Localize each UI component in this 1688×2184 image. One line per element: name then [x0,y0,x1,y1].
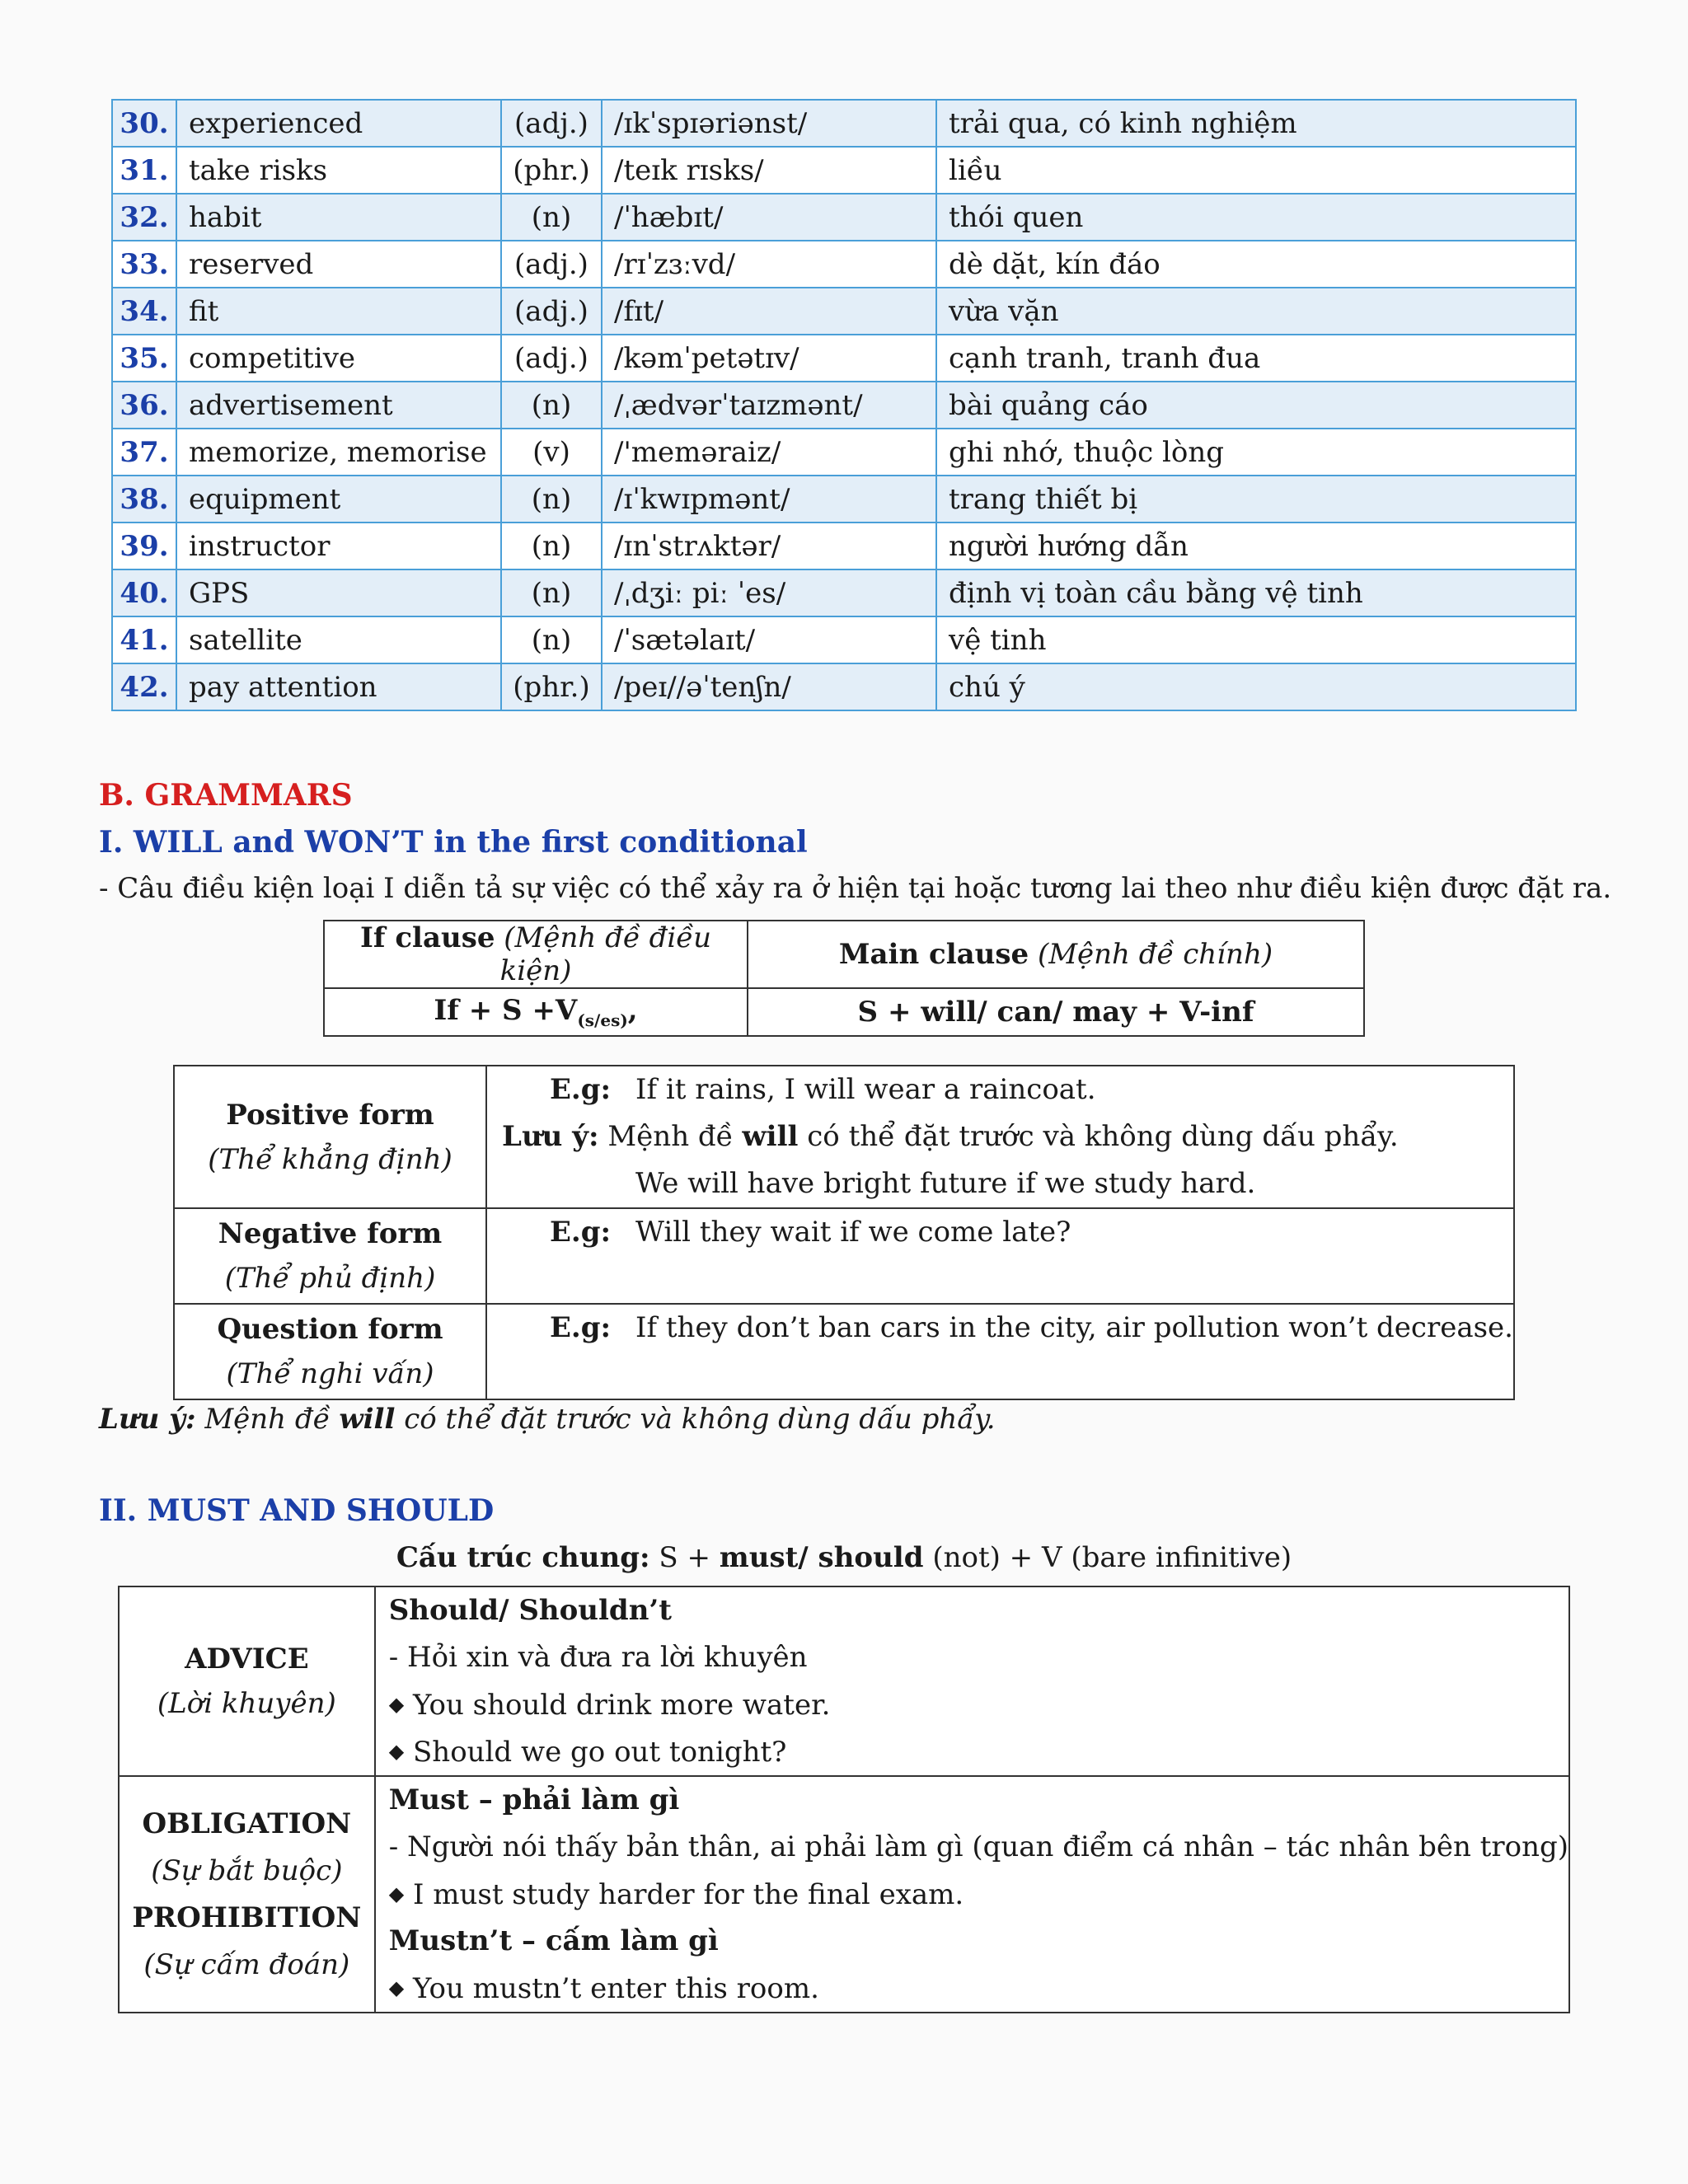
table-row [112,288,1576,335]
pronunciation-cell: /rɪˈzɜːvd/ [602,241,936,288]
conditional-structure-table [323,920,1365,1037]
negative-form-examples: E.g: Will they wait if we come late? [486,1208,1514,1304]
word-cell: take risks [176,147,501,194]
vocabulary-table [111,99,1577,711]
table-row [112,476,1576,523]
meaning-cell: định vị toàn cầu bằng vệ tinh [936,569,1576,616]
number-cell: 39. [112,523,176,569]
number-cell: 41. [112,616,176,663]
meaning-cell: cạnh tranh, tranh đua [936,335,1576,382]
section-1-intro: - Câu điều kiện loại I diễn tả sự việc có thể xảy ra ở hiện tại hoặc tương lai theo như điều kiện được đặt ra. [99,872,1612,905]
meaning-cell: liều [936,147,1576,194]
section-b-heading: B. GRAMMARS [99,778,353,813]
part-of-speech-cell: (n) [501,616,602,663]
number-cell: 33. [112,241,176,288]
table-row [112,147,1576,194]
part-of-speech-cell: (n) [501,569,602,616]
word-cell: fit [176,288,501,335]
meaning-cell: trang thiết bị [936,476,1576,523]
part-of-speech-cell: (n) [501,523,602,569]
meaning-cell: chú ý [936,663,1576,710]
part-of-speech-cell: (n) [501,476,602,523]
number-cell: 38. [112,476,176,523]
number-cell: 42. [112,663,176,710]
table-row [112,663,1576,710]
advice-content: Should/ Shouldn’t - Hỏi xin và đưa ra lời khuyên ◆ You should drink more water. ◆ Should we go out tonight? [375,1586,1569,1776]
advice-label: ADVICE (Lời khuyên) [119,1586,375,1776]
table-row [112,335,1576,382]
footnote: Lưu ý: Mệnh đề will có thể đặt trước và không dùng dấu phẩy. [99,1403,996,1436]
must-should-table [118,1586,1570,2013]
main-clause-header: Main clause (Mệnh đề chính) [748,921,1364,988]
meaning-cell: thói quen [936,194,1576,241]
word-cell: habit [176,194,501,241]
section-2-title: II. MUST AND SHOULD [99,1493,495,1528]
diamond-bullet-icon: ◆ [388,1693,405,1716]
pronunciation-cell: /'meməraiz/ [602,429,936,476]
part-of-speech-cell: (adj.) [501,335,602,382]
meaning-cell: ghi nhớ, thuộc lòng [936,429,1576,476]
part-of-speech-cell: (phr.) [501,663,602,710]
number-cell: 34. [112,288,176,335]
pronunciation-cell: /ɪˈkwɪpmənt/ [602,476,936,523]
obligation-prohibition-content: Must – phải làm gì - Người nói thấy bản thân, ai phải làm gì (quan điểm cá nhân – tác nhân bên trong) ◆ I must study harder for the final exam. Mustn’t – cấm làm gì ◆ You mustn’t enter this room. [375,1776,1569,2013]
pronunciation-cell: /peɪ//əˈtenʃn/ [602,663,936,710]
table-row [112,241,1576,288]
word-cell: GPS [176,569,501,616]
word-cell: reserved [176,241,501,288]
part-of-speech-cell: (adj.) [501,241,602,288]
pronunciation-cell: /ˌdʒiː piː ˈes/ [602,569,936,616]
number-cell: 31. [112,147,176,194]
pronunciation-cell: /ˌædvərˈtaɪzmənt/ [602,382,936,429]
number-cell: 40. [112,569,176,616]
pronunciation-cell: /kəmˈpetətɪv/ [602,335,936,382]
positive-form-examples: E.g: If it rains, I will wear a raincoat. Lưu ý: Mệnh đề will có thể đặt trước và không dùng dấu phẩy. We will have bright future if we study hard. [486,1066,1514,1208]
question-form-examples: E.g: If they don’t ban cars in the city, air pollution won’t decrease. [486,1304,1514,1399]
positive-form-label: Positive form (Thể khẳng định) [174,1066,486,1208]
word-cell: equipment [176,476,501,523]
word-cell: advertisement [176,382,501,429]
obligation-prohibition-label: OBLIGATION (Sự bắt buộc) PROHIBITION (Sự cấm đoán) [119,1776,375,2013]
word-cell: satellite [176,616,501,663]
if-clause-formula: $If + S +V_{(s/es)}$, [324,988,748,1036]
table-row [112,100,1576,147]
negative-form-label: Negative form (Thể phủ định) [174,1208,486,1304]
number-cell: 37. [112,429,176,476]
number-cell: 36. [112,382,176,429]
diamond-bullet-icon: ◆ [388,1882,405,1905]
word-cell: pay attention [176,663,501,710]
part-of-speech-cell: (v) [501,429,602,476]
section-1-title: I. WILL and WON’T in the first conditional [99,825,808,860]
meaning-cell: vệ tinh [936,616,1576,663]
pronunciation-cell: /ɪnˈstrʌktər/ [602,523,936,569]
pronunciation-cell: /fɪt/ [602,288,936,335]
part-of-speech-cell: (n) [501,382,602,429]
word-cell: instructor [176,523,501,569]
meaning-cell: người hướng dẫn [936,523,1576,569]
pronunciation-cell: /ˈhæbɪt/ [602,194,936,241]
number-cell: 32. [112,194,176,241]
meaning-cell: bài quảng cáo [936,382,1576,429]
part-of-speech-cell: (phr.) [501,147,602,194]
pronunciation-cell: /teɪk rɪsks/ [602,147,936,194]
part-of-speech-cell: (n) [501,194,602,241]
meaning-cell: dè dặt, kín đáo [936,241,1576,288]
diamond-bullet-icon: ◆ [388,1740,405,1763]
main-clause-formula: S + will/ can/ may + V-inf [748,988,1364,1036]
pronunciation-cell: /ɪkˈspɪəriənst/ [602,100,936,147]
if-clause-header: If clause (Mệnh đề điều kiện) [324,921,748,988]
table-row [112,194,1576,241]
conditional-forms-table [173,1065,1515,1400]
meaning-cell: vừa vặn [936,288,1576,335]
meaning-cell: trải qua, có kinh nghiệm [936,100,1576,147]
number-cell: 30. [112,100,176,147]
table-row [112,569,1576,616]
table-row [112,382,1576,429]
pronunciation-cell: /ˈsætəlaɪt/ [602,616,936,663]
table-row [112,616,1576,663]
diamond-bullet-icon: ◆ [388,1976,405,1999]
part-of-speech-cell: (adj.) [501,100,602,147]
table-row [112,523,1576,569]
word-cell: competitive [176,335,501,382]
question-form-label: Question form (Thể nghi vấn) [174,1304,486,1399]
word-cell: experienced [176,100,501,147]
word-cell: memorize, memorise [176,429,501,476]
part-of-speech-cell: (adj.) [501,288,602,335]
table-row [112,429,1576,476]
general-structure: Cấu trúc chung: S + must/ should (not) + V (bare infinitive) [396,1541,1292,1574]
number-cell: 35. [112,335,176,382]
